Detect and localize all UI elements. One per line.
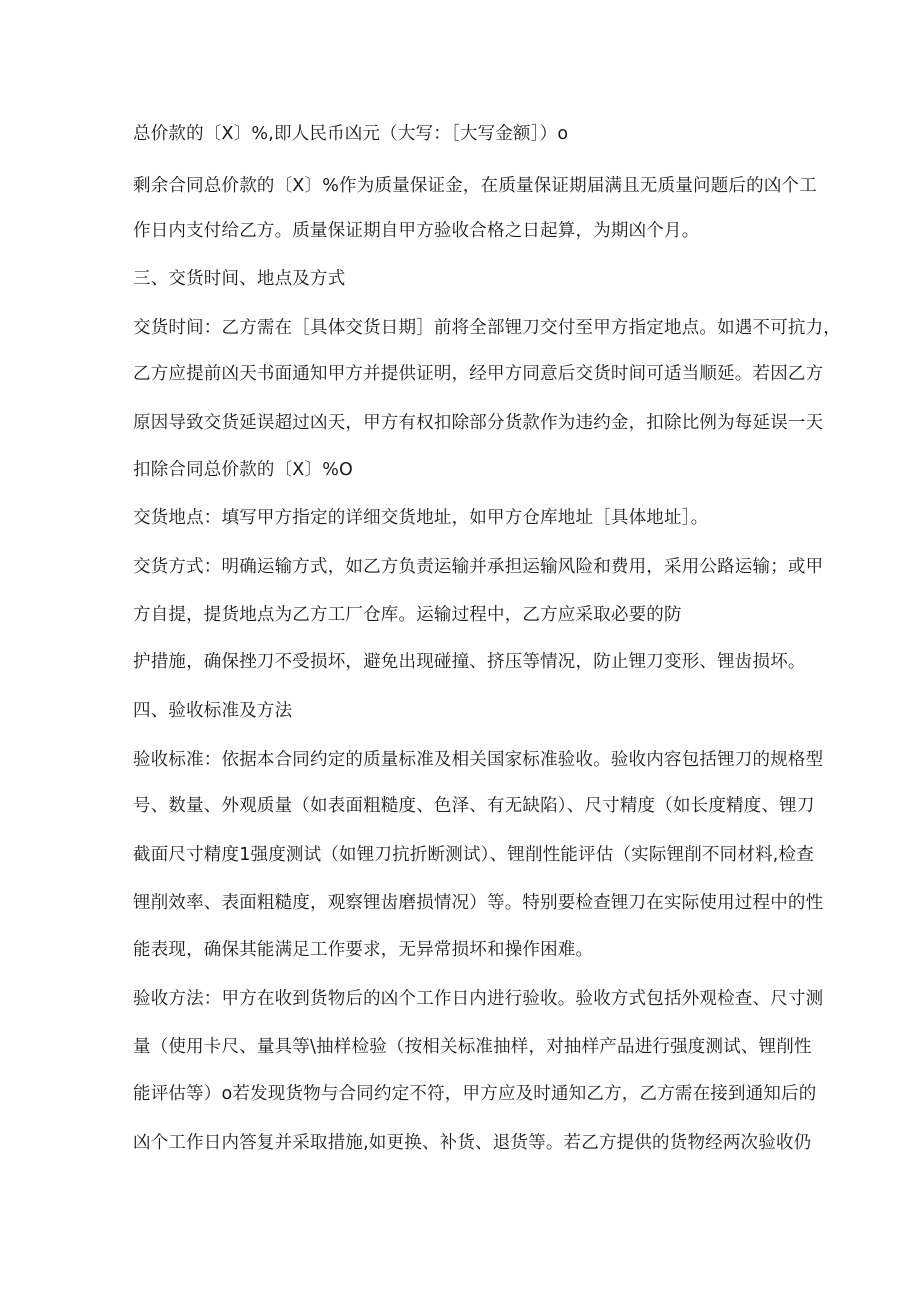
acceptance-method-line-3: 能评估等）o若发现货物与合同约定不符，甲方应及时通知乙方，乙方需在接到通知后的: [133, 1084, 817, 1104]
payment-ratio-line: 总价款的〔X〕%,即人民币凶元（大写：［大写金额］）o: [133, 124, 569, 144]
acceptance-method-line-1: 验收方法：甲方在收到货物后的凶个工作日内进行验收。验收方式包括外观检查、尺寸测: [133, 989, 824, 1009]
warranty-deposit-line: 剩余合同总价款的〔X〕%作为质量保证金，在质量保证期届满且无质量问题后的凶个工: [133, 176, 817, 196]
delivery-time-line-4: 扣除合同总价款的〔X〕%O: [133, 460, 353, 480]
delivery-time-line-3: 原因导致交货延误超过凶天，甲方有权扣除部分货款作为违约金，扣除比例为每延误一天: [133, 413, 824, 433]
delivery-method-line-3: 护措施，确保挫刀不受损坏，避免出现碰撞、挤压等情况，防止锂刀变形、锂齿损坏。: [133, 652, 806, 672]
warranty-period-line: 作日内支付给乙方。质量保证期自甲方验收合格之日起算，为期凶个月。: [133, 221, 700, 241]
acceptance-standard-line-5: 能表现，确保其能满足工作要求，无异常损坏和操作困难。: [133, 940, 594, 960]
acceptance-standard-line-2: 号、数量、外观质量（如表面粗糙度、色泽、有无缺陷）、尺寸精度（如长度精度、锂刀: [133, 796, 815, 816]
acceptance-method-line-2: 量（使用卡尺、量具等\抽样检验（按相关标准抽样，对抽样产品进行强度测试、锂削性: [133, 1037, 812, 1057]
section-heading-acceptance: 四、验收标准及方法: [133, 701, 293, 721]
section-heading-delivery: 三、交货时间、地点及方式: [133, 269, 346, 289]
delivery-method-line-1: 交货方式：明确运输方式，如乙方负责运输并承担运输风险和费用，采用公路运输；或甲: [133, 557, 824, 577]
delivery-method-line-2: 方自提，提货地点为乙方工厂仓库。运输过程中，乙方应采取必要的防: [133, 605, 682, 625]
acceptance-standard-line-3: 截面尺寸精度1强度测试（如锂刀抗折断测试）、锂削性能评估（实际锂削不同材料,检查: [133, 845, 814, 865]
acceptance-standard-line-4: 锂削效率、表面粗糙度，观察锂齿磨损情况）等。特别要检查锂刀在实际使用过程中的性: [133, 893, 824, 913]
delivery-time-line-1: 交货时间：乙方需在［具体交货日期］前将全部锂刀交付至甲方指定地点。如遇不可抗力，: [133, 318, 841, 338]
delivery-location-line: 交货地点：填写甲方指定的详细交货地址，如甲方仓库地址［具体地址］。: [133, 508, 709, 528]
acceptance-method-line-4: 凶个工作日内答复并采取措施,如更换、补货、退货等。若乙方提供的货物经两次验收仍: [133, 1133, 812, 1153]
delivery-time-line-2: 乙方应提前凶天书面通知甲方并提供证明，经甲方同意后交货时间可适当顺延。若因乙方: [133, 364, 824, 384]
acceptance-standard-line-1: 验收标准：依据本合同约定的质量标准及相关国家标准验收。验收内容包括锂刀的规格型: [133, 750, 824, 770]
